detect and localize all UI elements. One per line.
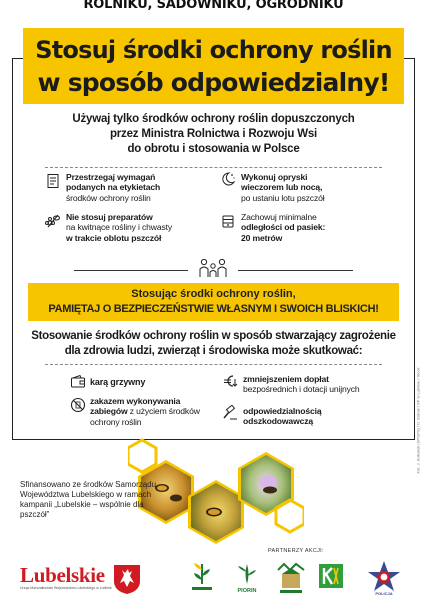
partners-label: PARTNERZY AKCJI: xyxy=(268,548,324,554)
consequence-3-text-2: ochrony roślin xyxy=(90,416,142,427)
partner-logo-piorin-icon[interactable] xyxy=(234,560,260,596)
photo-credit-text: Fot. J. Kołtunek (SPGPS) / D. Bobak / SP w Lublinie / Stock xyxy=(415,367,421,474)
rule-3-text-2: w trakcie oblotu pszczół xyxy=(66,232,162,243)
intro-line-3: do obrotu i stosowania w Polsce xyxy=(127,143,300,155)
title-line-1: Stosuj środki ochrony roślin xyxy=(35,36,392,64)
rule-4-bold-2: 20 metrów xyxy=(241,232,283,243)
rule-2-bold-1: Wykonuj opryski xyxy=(241,172,308,182)
rule-1-bold-2: podanych na etykietach xyxy=(66,182,161,193)
consequence-4 xyxy=(243,406,403,427)
partner-logo-ag-icon[interactable] xyxy=(190,560,214,596)
funding-line-1: Sfinansowano ze środków Samorządu xyxy=(20,480,157,489)
lubelskie-logo-sub: Urząd Marszałkowski Województwa Lubelskiego w Lublinie xyxy=(20,586,112,590)
rule-4 xyxy=(241,212,391,243)
gavel-icon xyxy=(222,405,238,421)
warning-line-1: Stosując środki ochrony roślin, xyxy=(131,288,296,300)
piorin-label: PIORIN xyxy=(237,588,257,594)
family-icon xyxy=(198,257,228,279)
rule-4-text-1: Zachowuj minimalne xyxy=(241,212,317,222)
consequences-line-1: Stosowanie środków ochrony roślin w sposób stwarzający zagrożenie xyxy=(31,330,396,342)
divider-right xyxy=(238,270,353,271)
prohibited-spray-icon xyxy=(70,397,86,413)
consequence-2-bold: zmniejszeniem dopłat xyxy=(243,374,329,384)
document-icon xyxy=(45,173,61,189)
rule-1-text-1: środków ochrony roślin xyxy=(66,192,151,203)
consequence-4-bold-1: odpowiedzialnością xyxy=(243,406,322,416)
rule-2-text-1: po ustaniu lotu pszczół xyxy=(241,192,325,203)
moon-stars-icon xyxy=(220,171,236,187)
warning-line-2: PAMIĘTAJ O BEZPIECZEŃSTWIE WŁASNYM I SWOICH BLISKICH! xyxy=(48,303,379,315)
wallet-icon xyxy=(70,374,86,390)
divider-top xyxy=(45,167,382,168)
lubelskie-logo-word: Lubelskie xyxy=(20,563,105,587)
euro-down-icon xyxy=(222,373,238,389)
rule-2-bold-2: wieczorem lub nocą, xyxy=(241,182,323,193)
police-label: POLICJA xyxy=(375,591,393,596)
funding-line-3: kampanii „Lubelskie – wspólnie dla pszczół” xyxy=(20,500,144,519)
partner-logo-fapa-icon[interactable] xyxy=(276,560,306,596)
consequence-1-bold: karą grzywny xyxy=(90,377,146,387)
rule-2 xyxy=(241,172,391,203)
consequences-heading xyxy=(26,329,401,359)
divider-bottom xyxy=(45,364,382,365)
partner-logo-kowr-icon[interactable] xyxy=(318,560,344,596)
lubelskie-logo[interactable] xyxy=(20,563,112,590)
consequences-line-2: dla zdrowia ludzi, zwierząt i środowiska może skutkować: xyxy=(64,345,363,357)
warning-banner xyxy=(28,283,399,321)
consequence-4-bold-2: odszkodowawczą xyxy=(243,416,314,427)
consequence-1 xyxy=(90,377,210,387)
rule-4-bold-1: odległości od pasiek: xyxy=(241,222,326,233)
consequence-3-text-1: z użyciem środków xyxy=(127,406,200,417)
bee-flower-icon xyxy=(45,213,61,229)
deer-emblem-icon xyxy=(112,563,142,595)
title-banner xyxy=(23,28,404,104)
consequence-3-bold-2: zabiegów xyxy=(90,406,128,417)
rule-3-bold-1: Nie stosuj preparatów xyxy=(66,212,153,222)
intro-line-2: przez Ministra Rolnictwa i Rozwoju Wsi xyxy=(109,128,318,140)
intro-text xyxy=(40,112,387,157)
rule-3-text-1: na kwitnące rośliny i chwasty xyxy=(66,222,172,233)
top-header-line: ROLNIKU, SADOWNIKU, OGRODNIKU xyxy=(83,0,344,12)
funding-note xyxy=(20,480,160,520)
consequence-2-text: bezpośrednich i dotacji unijnych xyxy=(243,384,360,395)
consequence-3-bold-1: zakazem wykonywania xyxy=(90,396,181,406)
rule-3 xyxy=(66,212,216,243)
consequence-2 xyxy=(243,374,403,395)
hive-distance-icon xyxy=(220,213,236,229)
title-line-2: w sposób odpowiedzialny! xyxy=(37,68,390,97)
intro-line-1: Używaj tylko środków ochrony roślin dopuszczonych xyxy=(72,113,355,125)
partner-logo-police-icon[interactable] xyxy=(366,560,402,596)
funding-line-2: Województwa Lubelskiego w ramach xyxy=(20,490,152,499)
rule-labels xyxy=(66,172,206,203)
photo-credit xyxy=(414,355,422,475)
consequence-3 xyxy=(90,396,220,427)
rule-1-bold-1: Przestrzegaj wymagań xyxy=(66,172,156,182)
divider-left xyxy=(74,270,188,271)
